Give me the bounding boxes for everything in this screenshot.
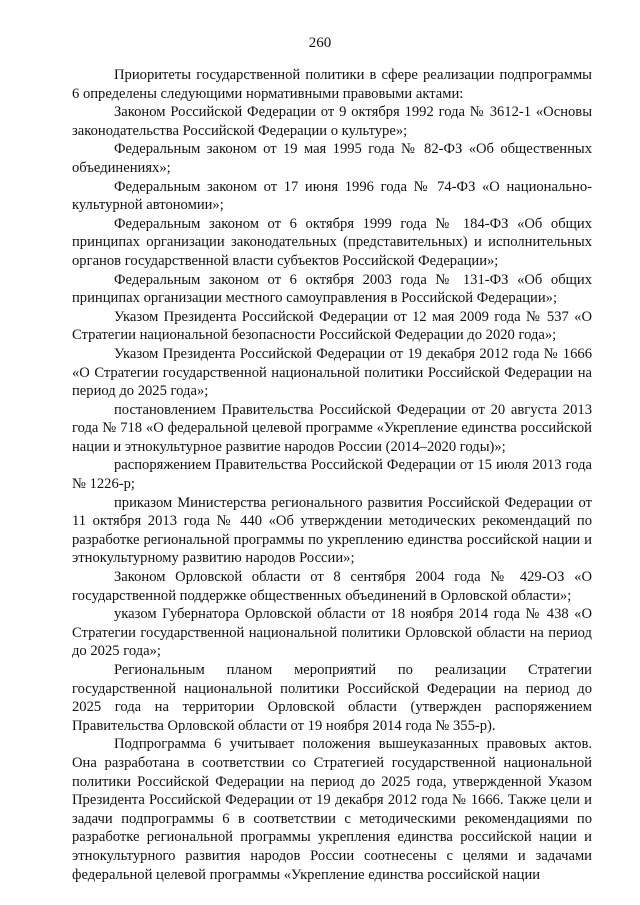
paragraph-law-culture: Законом Российской Федерации от 9 октября 1992 года № 3612-1 «Основы законодательства Российской Федерации о культуре»; <box>72 104 592 139</box>
paragraph-law-public-associations: Федеральным законом от 19 мая 1995 года № 82-ФЗ «Об общественных объединениях»; <box>72 141 592 176</box>
paragraph-law-131fz: Федеральным законом от 6 октября 2003 года № 131-ФЗ «Об общих принципах организации местного самоуправления в Российской Федерации»; <box>72 271 592 307</box>
paragraph-law-184fz: Федеральным законом от 6 октября 1999 года № 184-ФЗ «Об общих принципах организации законодательных (представительных) и исполнительных органов государственной власти субъектов Российской Федерации»; <box>72 215 592 269</box>
document-body <box>72 66 592 884</box>
paragraph-law-cultural-autonomy: Федеральным законом от 17 июня 1996 года № 74-ФЗ «О национально-культурной автономии»; <box>72 178 592 214</box>
paragraph-decree-537: Указом Президента Российской Федерации от 12 мая 2009 года № 537 «О Стратегии национальной безопасности Российской Федерации до 2020 года»; <box>72 308 592 344</box>
paragraph-order-1226r: распоряжением Правительства Российской Федерации от 15 июля 2013 года № 1226-р; <box>72 457 592 493</box>
paragraph-regional-plan: Региональным планом мероприятий по реализации Стратегии государственной национальной политики Российской Федерации на период до 2025 года на территории Орловской области (утвержден распоряжением Правительства Орловской области от 19 ноября 2014 года № 355-р). <box>72 662 592 734</box>
paragraph-decree-1666: Указом Президента Российской Федерации от 19 декабря 2012 года № 1666 «О Стратегии государственной национальной политики Российской Федерации на период до 2025 года»; <box>72 345 592 400</box>
page-number: 260 <box>308 35 332 51</box>
paragraph-ministry-order-440: приказом Министерства регионального развития Российской Федерации от 11 октября 2013 года № 440 «Об утверждении методических рекомендаций по разработке региональной программы по укреплению единства российской нации и этнокультурному развитию народов России»; <box>72 494 592 567</box>
paragraph-oryol-law-429oz: Законом Орловской области от 8 сентября 2004 года № 429-ОЗ «О государственной поддержке общественных объединений в Орловской области»; <box>72 569 592 604</box>
paragraph-intro: Приоритеты государственной политики в сфере реализации подпрограммы 6 определены следующими нормативными правовыми актами: <box>72 67 592 102</box>
paragraph-subprogram-summary: Подпрограмма 6 учитывает положения вышеуказанных правовых актов. Она разработана в соответствии со Стратегией государственной национальной политики Российской Федерации на период до 2025 года, утвержденной Указом Президента Российской Федерации от 19 декабря 2012 года № 1666. Также цели и задачи подпрограммы 6 в соответствии с методическими рекомендациями по разработке региональной программы укрепления единства российской нации и этнокультурного развития народов России соотнесены с целями и задачами федеральной целевой программы «Укрепление единства российской нации <box>72 736 592 883</box>
paragraph-governor-decree-438: указом Губернатора Орловской области от 18 ноября 2014 года № 438 «О Стратегии государственной национальной политики Орловской области на период до 2025 года»; <box>72 606 592 660</box>
paragraph-resolution-718: постановлением Правительства Российской Федерации от 20 августа 2013 года № 718 «О федеральной целевой программе «Укрепление единства российской нации и этнокультурное развитие народов России (2014–2020 годы)»; <box>72 401 592 455</box>
